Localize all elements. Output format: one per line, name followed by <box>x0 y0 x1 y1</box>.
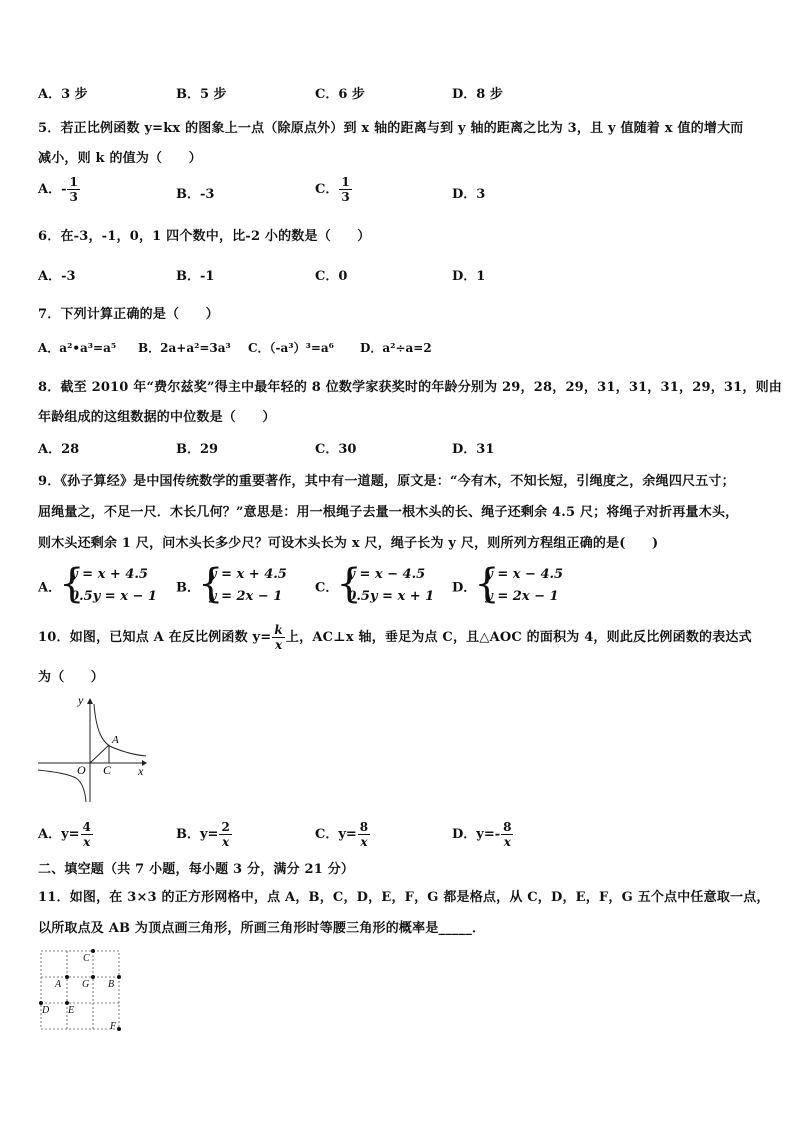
q4-option-d: D．8 步 <box>452 87 503 102</box>
q6-option-d: D．1 <box>452 269 486 284</box>
q10-hyperbola-figure <box>34 690 154 805</box>
q7-option-c: C．（-a³）³=a⁶ <box>248 341 334 355</box>
q11-grid-figure <box>34 945 129 1035</box>
point-c <box>91 949 95 953</box>
q5-option-b: B．-3 <box>176 187 215 202</box>
section-2-heading: 二、填空题（共 7 小题，每小题 3 分，满分 21 分） <box>38 862 355 877</box>
q10-stem-line2: 为（ ） <box>38 670 105 685</box>
label-x: x <box>138 764 144 778</box>
label-c: C <box>103 763 112 777</box>
q6-option-a: A．-3 <box>38 269 76 284</box>
q5-stem-line1: 5．若正比例函数 y=kx 的图象上一点（除原点外）到 x 轴的距离与到 y 轴的距离之比为 3，且 y 值随着 x 值的增大而 <box>38 121 744 136</box>
q4-option-c: C．6 步 <box>315 87 365 102</box>
label-f: F <box>110 1021 117 1032</box>
q6-option-b: B．-1 <box>176 269 215 284</box>
q5-option-a: A．- $\frac{1}{3}$ <box>38 175 78 204</box>
y-axis-arrow <box>87 698 93 704</box>
segment-oa <box>90 745 109 763</box>
q9-stem-line3: 则木头还剩余 1 尺，问木头长多少尺？可设木头长为 x 尺，绳子长为 y 尺，则所列方程组正确的是( ) <box>38 536 659 551</box>
q9-stem-line2: 屈绳量之，不足一尺．木长几何？”意思是：用一根绳子去量一根木头的长、绳子还剩余 4.5 尺；将绳子对折再量木头， <box>38 505 739 520</box>
q7-option-d: D．a²÷a=2 <box>360 341 432 355</box>
q9-stem-line1: 9．《孙子算经》是中国传统数学的重要著作，其中有一道题，原文是：“今有木，不知长短，引绳度之，余绳四尺五寸； <box>38 474 735 489</box>
point-f <box>117 1027 121 1031</box>
label-c: C <box>83 953 90 964</box>
q10-option-c: C．y= $\frac{8}{x}$ <box>315 820 369 849</box>
hyperbola-branch-q1 <box>94 704 146 756</box>
label-e: E <box>68 1005 75 1016</box>
q10-stem-line1: 10．如图，已知点 A 在反比例函数 y= $\frac{k}{x}$ 上，AC⊥x 轴，垂足为点 C，且△AOC 的面积为 4，则此反比例函数的表达式 <box>38 623 752 652</box>
q11-stem-line1: 11．如图，在 3×3 的正方形网格中，点 A，B，C，D，E，F，G 都是格点，从 C，D，E，F，G 五个点中任意取一点， <box>38 890 770 905</box>
point-b <box>117 975 121 979</box>
q9-option-d: D． { y = x − 4.5 y = 2x − 1 <box>452 564 563 608</box>
label-d: D <box>42 1005 50 1016</box>
q8-option-b: B．29 <box>176 442 219 457</box>
q11-stem-line2: 以所取点及 AB 为顶点画三角形，所画三角形时等腰三角形的概率是_____． <box>38 921 486 936</box>
q8-option-d: D．31 <box>452 442 495 457</box>
q4-option-a: A．3 步 <box>38 87 88 102</box>
q10-option-b: B．y= $\frac{2}{x}$ <box>176 820 230 849</box>
q8-stem-line1: 8．截至 2010 年“费尔兹奖”得主中最年轻的 8 位数学家获奖时的年龄分别为 29，28，29，31，31，31，29，31，则由 <box>38 380 782 395</box>
q5-option-c: C． $\frac{1}{3}$ <box>315 175 350 204</box>
label-o: O <box>77 763 86 777</box>
q4-option-b: B．5 步 <box>176 87 227 102</box>
q10-option-d: D．y=- $\frac{8}{x}$ <box>452 820 512 849</box>
label-g: G <box>82 979 90 990</box>
label-a: A <box>55 979 62 990</box>
label-b: B <box>108 979 115 990</box>
q6-stem: 6．在-3，-1，0，1 四个数中，比-2 小的数是（ ） <box>38 229 371 244</box>
point-a <box>65 975 69 979</box>
q9-option-b: B． { y = x + 4.5 y = 2x − 1 <box>176 564 287 608</box>
q6-option-c: C．0 <box>315 269 348 284</box>
q5-option-d: D．3 <box>452 187 486 202</box>
q8-option-a: A．28 <box>38 442 80 457</box>
label-a: A <box>112 734 119 746</box>
q8-stem-line2: 年龄组成的这组数据的中位数是（ ） <box>38 410 276 425</box>
point-g <box>91 975 95 979</box>
q9-option-a: A． { y = x + 4.5 0.5y = x − 1 <box>38 564 157 608</box>
label-y: y <box>78 693 84 707</box>
grid-outline <box>41 951 119 1029</box>
q7-option-a: A．a²•a³=a⁵ <box>38 341 117 355</box>
q8-option-c: C．30 <box>315 442 357 457</box>
q5-stem-line2: 减小，则 k 的值为（ ） <box>38 151 202 166</box>
q10-option-a: A．y= $\frac{4}{x}$ <box>38 820 91 849</box>
q7-option-b: B．2a+a²=3a³ <box>138 341 231 355</box>
q9-option-c: C． { y = x − 4.5 0.5y = x + 1 <box>315 564 434 608</box>
q7-stem: 7．下列计算正确的是（ ） <box>38 307 219 322</box>
